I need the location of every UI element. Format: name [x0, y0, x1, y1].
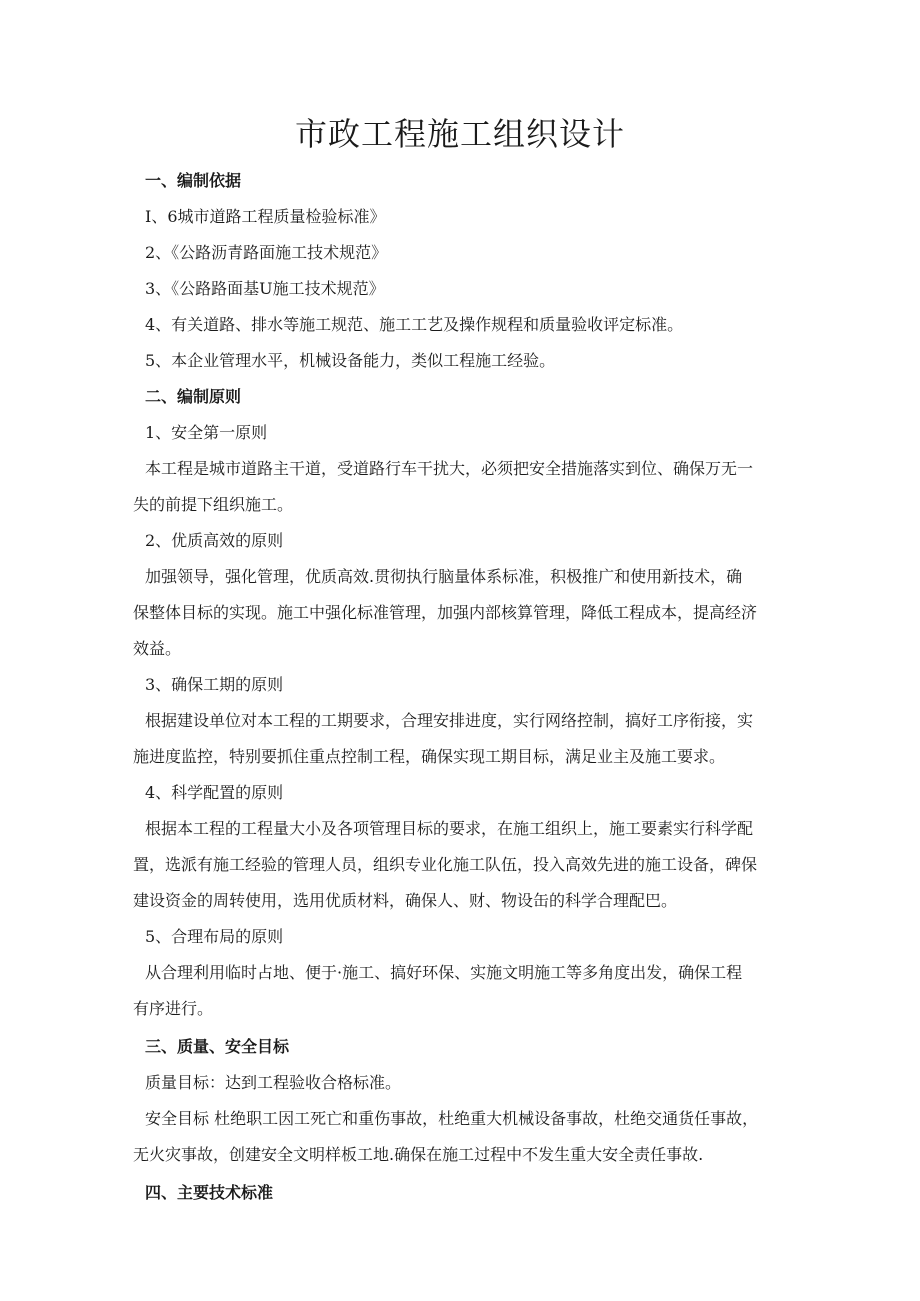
- basis-item-1: I、6城市道路工程质量检验标准》: [145, 207, 386, 226]
- principle-4-text-line-2: 置，选派有施工经验的管理人员，组织专业化施工队伍，投入高效先进的施工设备，碑保: [133, 855, 758, 874]
- principle-heading-2: 2、优质高效的原则: [145, 531, 284, 550]
- section-heading-technical-standards: 四、主要技术标准: [145, 1183, 274, 1202]
- safety-goal-text-line-2: 无火灾事故，创建安全文明样板工地.确保在施工过程中不发生重大安全责任事故.: [133, 1145, 704, 1164]
- principle-5-text-line-2: 有序进行。: [133, 999, 214, 1018]
- section-heading-goals: 三、质量、安全目标: [145, 1037, 290, 1056]
- principle-1-text-line-2: 失的前提下组织施工。: [133, 495, 294, 514]
- section-heading-principles: 二、编制原则: [145, 387, 242, 406]
- principle-heading-3: 3、确保工期的原则: [145, 675, 284, 694]
- principle-heading-1: 1、安全第一原则: [145, 423, 268, 442]
- principle-heading-4: 4、科学配置的原则: [145, 783, 284, 802]
- principle-3-text-line-1: 根据建设单位对本工程的工期要求，合理安排进度，实行网络控制，搞好工序衔接，实: [145, 711, 754, 730]
- principle-2-text-line-1: 加强领导，强化管理，优质高效.贯彻执行脑量体系标准，积极推广和使用新技术，确: [145, 567, 743, 586]
- basis-item-3: 3、《公路路面基U施工技术规范》: [145, 279, 385, 298]
- document-title: 市政工程施工组织设计: [294, 115, 625, 153]
- quality-goal-text: 质量目标：达到工程验收合格标准。: [145, 1073, 402, 1092]
- principle-4-text-line-1: 根据本工程的工程量大小及各项管理目标的要求，在施工组织上，施工要素实行科学配: [145, 819, 754, 838]
- principle-heading-5: 5、合理布局的原则: [145, 927, 284, 946]
- basis-item-5: 5、本企业管理水平，机械设备能力，类似工程施工经验。: [145, 351, 556, 370]
- principle-2-text-line-2: 保整体目标的实现。施工中强化标准管理，加强内部核算管理，降低工程成本，提高经济: [133, 603, 758, 622]
- principle-1-text-line-1: 本工程是城市道路主干道，受道路行车干扰大，必须把安全措施落实到位、确保万无一: [145, 459, 754, 478]
- principle-2-text-line-3: 效益。: [133, 639, 182, 658]
- section-heading-basis: 一、编制依据: [145, 171, 242, 190]
- principle-5-text-line-1: 从合理利用临时占地、便于·施工、搞好环保、实施文明施工等多角度出发，确保工程: [145, 963, 743, 982]
- safety-goal-text-line-1: 安全目标 杜绝职工因工死亡和重伤事故，杜绝重大机械设备事故，杜绝交通货任事故，: [145, 1109, 759, 1128]
- principle-4-text-line-3: 建设资金的周转使用，选用优质材料，确保人、财、物设缶的科学合理配巴。: [133, 891, 678, 910]
- basis-item-2: 2、《公路沥青路面施工技术规范》: [145, 243, 388, 262]
- principle-3-text-line-2: 施进度监控，特别要抓住重点控制工程，确保实现工期目标，满足业主及施工要求。: [133, 747, 726, 766]
- basis-item-4: 4、有关道路、排水等施工规范、施工工艺及操作规程和质量验收评定标准。: [145, 315, 684, 334]
